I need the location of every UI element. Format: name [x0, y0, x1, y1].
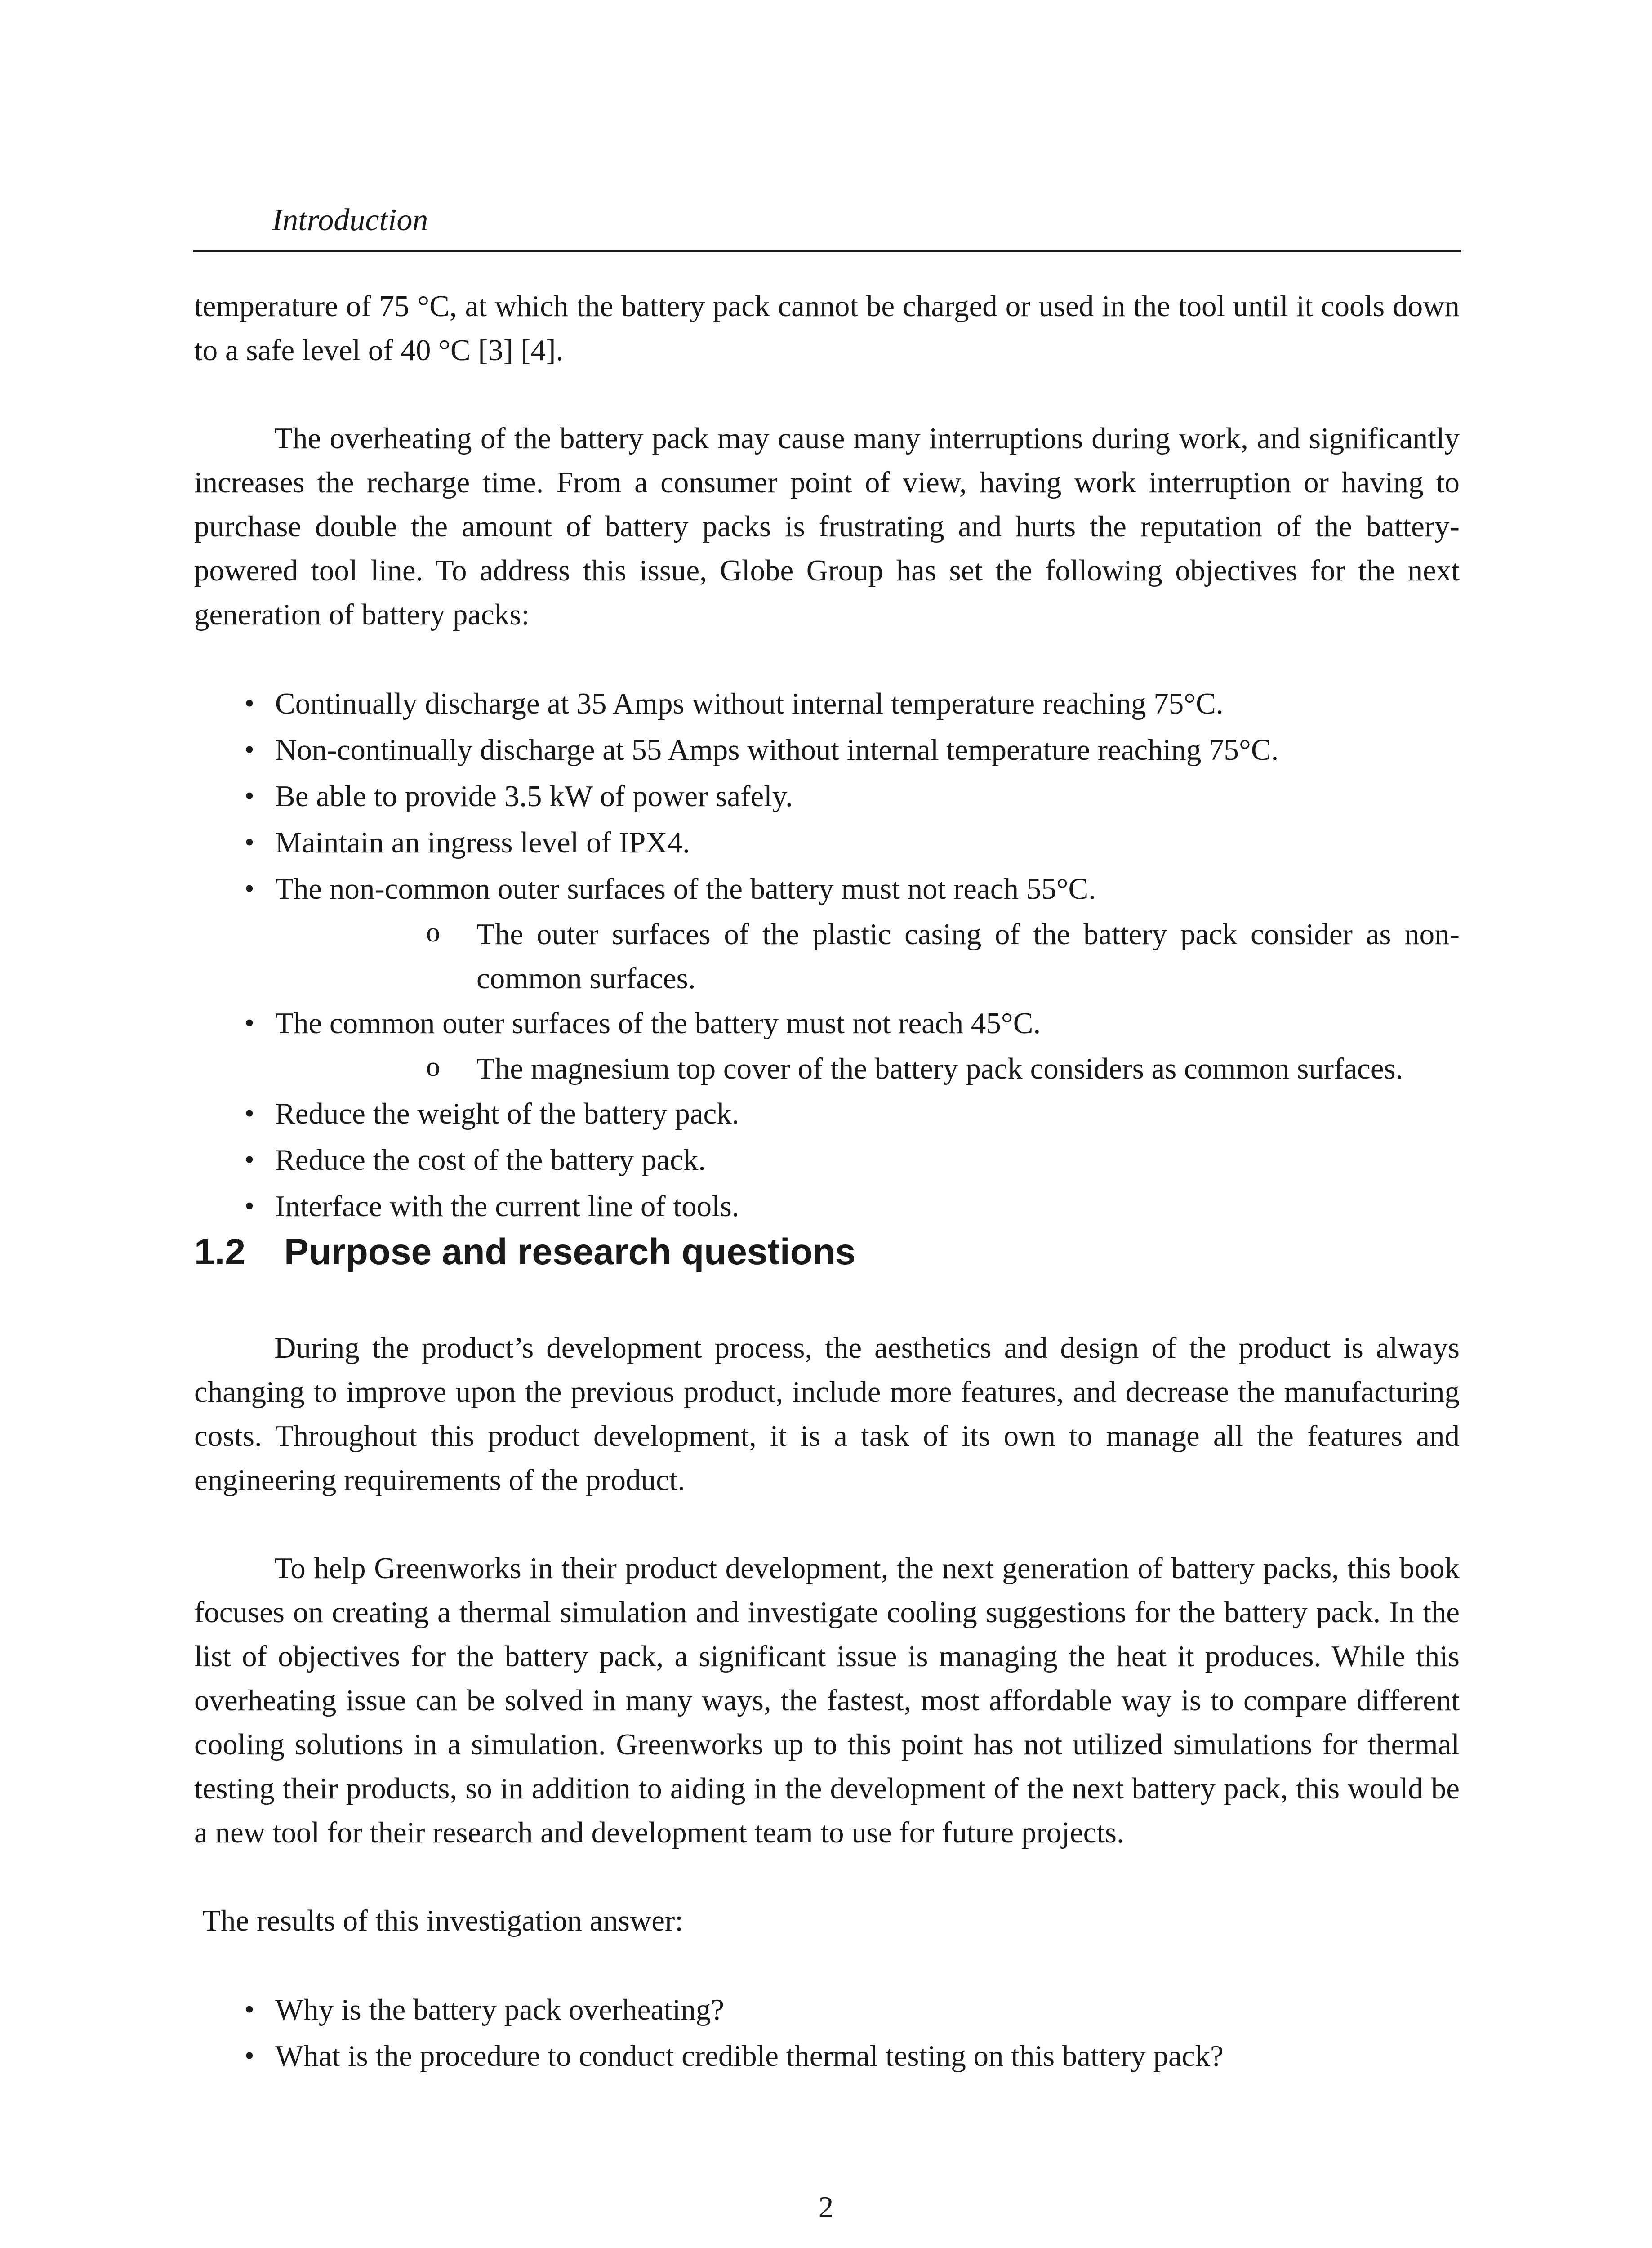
page-content: [194, 284, 1460, 2079]
list-item: [194, 727, 1460, 773]
objectives-list: [194, 681, 1460, 1230]
header-rule: [193, 250, 1461, 252]
list-item-text: Interface with the current line of tools.: [275, 1190, 739, 1223]
list-item-text: Reduce the weight of the battery pack.: [275, 1097, 739, 1130]
results-lead-in: The results of this investigation answer:: [202, 1904, 683, 1937]
list-item: [194, 866, 1460, 1000]
list-item: [194, 773, 1460, 820]
page-number: 2: [818, 2190, 834, 2224]
list-item-text: Continually discharge at 35 Amps without internal temperature reaching 75°C.: [275, 687, 1224, 720]
section-number: 1.2: [194, 1231, 245, 1272]
list-item: [194, 1137, 1460, 1183]
list-item-text: The non-common outer surfaces of the battery must not reach 55°C.: [275, 872, 1096, 905]
list-item: [194, 1183, 1460, 1230]
list-item: [194, 1000, 1460, 1091]
section-title: Purpose and research questions: [284, 1231, 856, 1272]
paragraph-development: During the product’s development process, the aesthetics and design of the product is always changing to improve upon the previous product, include more features, and decrease the manufacturing costs. Throughout this product development, it is a task of its own to manage all the features and engineering requirements of the product.: [194, 1331, 1460, 1497]
sub-list: [275, 1047, 1460, 1091]
list-item-text: Maintain an ingress level of IPX4.: [275, 826, 690, 859]
paragraph-overheating: The overheating of the battery pack may cause many interruptions during work, and significantly increases the recharge time. From a consumer point of view, having work interruption or having to purchase double the amount of battery packs is frustrating and hurts the reputation of the battery-powered tool line. To address this issue, Globe Group has set the following objectives for the next generation of battery packs:: [194, 422, 1460, 631]
list-item-text: The common outer surfaces of the battery must not reach 45°C.: [275, 1007, 1041, 1040]
running-header: Introduction: [272, 203, 428, 237]
list-item-text: Be able to provide 3.5 kW of power safely.: [275, 780, 793, 813]
list-item-text: Reduce the cost of the battery pack.: [275, 1143, 706, 1177]
list-item: • What is the procedure to conduct credible thermal testing on this battery pack?: [194, 2033, 1460, 2079]
paragraph-greenworks: To help Greenworks in their product development, the next generation of battery packs, this book focuses on creating a thermal simulation and investigate cooling suggestions for the battery pack. In the list of objectives for the battery pack, a significant issue is managing the heat it produces. While this overheating issue can be solved in many ways, the fastest, most affordable way is to compare different cooling solutions in a simulation. Greenworks up to this point has not utilized simulations for thermal testing their products, so in addition to aiding in the development of the next battery pack, this would be a new tool for their research and development team to use for future projects.: [194, 1552, 1460, 1849]
list-item: • Why is the battery pack overheating?: [194, 1987, 1460, 2033]
sub-list: [275, 912, 1460, 1000]
list-item: [194, 681, 1460, 727]
paragraph-continued: temperature of 75 °C, at which the battery pack cannot be charged or used in the tool until it cools down to a safe level of 40 °C [3] [4].: [194, 290, 1460, 367]
list-item: [194, 820, 1460, 866]
list-item: [194, 1091, 1460, 1137]
list-item-text: Non-continually discharge at 55 Amps without internal temperature reaching 75°C.: [275, 733, 1279, 767]
sub-list-item: o The outer surfaces of the plastic casing of the battery pack consider as non-common surfaces.: [275, 912, 1460, 1000]
sub-list-item: o The magnesium top cover of the battery pack considers as common surfaces.: [275, 1047, 1460, 1091]
questions-list: [194, 1987, 1460, 2079]
section-heading: [194, 1230, 1460, 1275]
